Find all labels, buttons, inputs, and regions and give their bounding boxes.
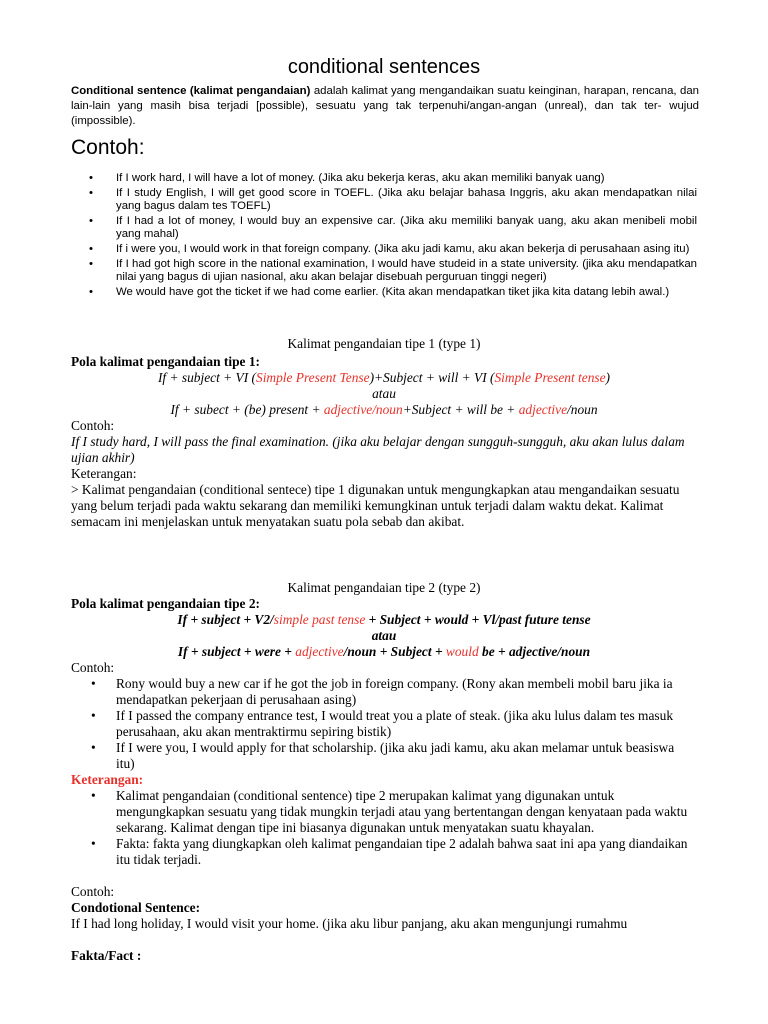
- formula-highlight: would: [445, 644, 479, 659]
- list-item: • If i were you, I would work in that foreign company. (Jika aku jadi kamu, aku akan bekerja di perusahaan asing itu): [89, 243, 697, 256]
- list-item: • If I study English, I will get good score in TOEFL. (Jika aku belajar bahasa Inggris, aku akan mendapatkan nilai yang bagus dalam tes TOEFL): [89, 187, 697, 213]
- formula-highlight: simple past tense: [273, 612, 366, 627]
- formula-part: If + subect + (be) present +: [170, 402, 324, 417]
- intro-paragraph: [71, 84, 699, 129]
- type2-cs-text: If I had long holiday, I would visit your home. (jika aku libur panjang, aku akan mengunjungi rumahmu: [71, 916, 628, 931]
- list-item: • If I work hard, I will have a lot of money. (Jika aku bekerja keras, aku akan memiliki banyak uang): [89, 172, 697, 185]
- formula-part: /noun: [567, 402, 598, 417]
- type1-formula-1: [0, 370, 768, 386]
- page-title: conditional sentences: [287, 56, 481, 78]
- list-item: • If I had a lot of money, I would buy an expensive car. (Jika aku memiliki banyak uang, aku akan menibeli mobil yang mahal): [89, 215, 697, 241]
- list-item: • Kalimat pengandaian (conditional sentence) tipe 2 merupakan kalimat yang digunakan untuk mengungkapkan sesuatu yang tidak mungkin terjadi atau yang bertentangan dengan kenyataan pada waktu sekarang. Kalimat dengan tipe ini biasanya digunakan untuk menyatakan suatu khayalan.: [91, 788, 690, 836]
- type2-cs-label: Condotional Sentence:: [71, 900, 201, 915]
- list-item: • If I were you, I would apply for that scholarship. (jika aku jadi kamu, aku akan melamar untuk beasiswa itu): [91, 740, 676, 772]
- examples-list: [89, 172, 697, 301]
- type2-atau: atau: [371, 628, 397, 643]
- formula-highlight: Simple Present Tense: [256, 370, 370, 385]
- formula-highlight: adjective: [518, 402, 568, 417]
- intro-text: adalah kalimat yang mengandaikan suatu keinginan, harapan, rencana, dan lain-lain yang masih bisa terjadi [possible), sesuatu yang tak terpenuhi/angan-angan (unreal), dan tak ter- wujud (impossible).: [71, 85, 700, 127]
- formula-part: +Subject + will be +: [402, 402, 519, 417]
- formula-highlight: adjective/noun: [323, 402, 403, 417]
- intro-term: Conditional sentence (kalimat pengandaian): [71, 85, 311, 97]
- formula-part: /noun + Subject +: [343, 644, 446, 659]
- formula-part: If + subject + were +: [177, 644, 296, 659]
- formula-part: + Subject + would + Vl/past future tense: [365, 612, 591, 627]
- type2-pola-label: Pola kalimat pengandaian tipe 2:: [71, 596, 260, 611]
- list-item: • If I passed the company entrance test, I would treat you a plate of steak. (jika aku lulus dalam tes masuk perusahaan, aku akan mentraktirmu sepiring bistik): [91, 708, 676, 740]
- type2-fakta-label: Fakta/Fact :: [71, 948, 142, 963]
- type2-examples-list: [91, 676, 703, 772]
- type1-keterangan: > Kalimat pengandaian (conditional sentece) tipe 1 digunakan untuk mengungkapkan atau mengandaikan sesuatu yang belum terjadi pada waktu sekarang dan memiliki kemungkinan untuk terjadi dalam waktu dekat. Kalimat semacam ini menjelaskan untuk menyatakan suatu pola sebab dan akibat.: [71, 482, 680, 529]
- type1-keterangan-label: Keterangan:: [71, 466, 137, 481]
- formula-part: If + subject + V2/: [177, 612, 274, 627]
- formula-part: be + adjective/noun: [478, 644, 591, 659]
- type1-example: If I study hard, I will pass the final examination. (jika aku belajar dengan sungguh-sungguh, aku akan lulus dalam ujian akhir): [71, 434, 685, 465]
- type2-formula-2: [0, 644, 768, 660]
- contoh-heading: Contoh:: [71, 136, 145, 159]
- type1-atau: atau: [372, 386, 396, 401]
- type2-keterangan-label: Keterangan:: [71, 772, 144, 787]
- type2-heading: Kalimat pengandaian tipe 2 (type 2): [287, 580, 481, 595]
- type2-contoh-label: Contoh:: [71, 660, 115, 675]
- list-item: • If I had got high score in the national examination, I would have studeid in a state university. (jika aku mendapatkan nilai yang bagus di ujian nasional, aku akan belajar disebuah perguruan tinggi negeri): [89, 258, 697, 284]
- formula-highlight: Simple Present tense: [494, 370, 606, 385]
- list-item: • Fakta: fakta yang diungkapkan oleh kalimat pengandaian tipe 2 adalah bahwa saat ini apa yang diandaikan itu tidak terjadi.: [91, 836, 690, 868]
- list-item: • Rony would buy a new car if he got the job in foreign company. (Rony akan membeli mobil baru jika ia mendapatkan pekerjaan di perusahaan asing): [91, 676, 676, 708]
- formula-highlight: adjective: [295, 644, 344, 659]
- type2-keterangan-list: [91, 788, 703, 868]
- type1-formula-2: [0, 402, 768, 418]
- type1-contoh-label: Contoh:: [71, 418, 115, 433]
- type1-heading: Kalimat pengandaian tipe 1 (type 1): [287, 336, 481, 351]
- list-item: • We would have got the ticket if we had come earlier. (Kita akan mendapatkan tiket jika kita datang lebih awal.): [89, 286, 697, 299]
- formula-part: ): [605, 370, 611, 385]
- formula-part: If + subject + VI (: [157, 370, 256, 385]
- type2-contoh2-label: Contoh:: [71, 884, 115, 899]
- type1-pola-label: Pola kalimat pengandaian tipe 1:: [71, 354, 260, 369]
- formula-part: )+Subject + will + VI (: [369, 370, 495, 385]
- type2-formula-1: [0, 612, 768, 628]
